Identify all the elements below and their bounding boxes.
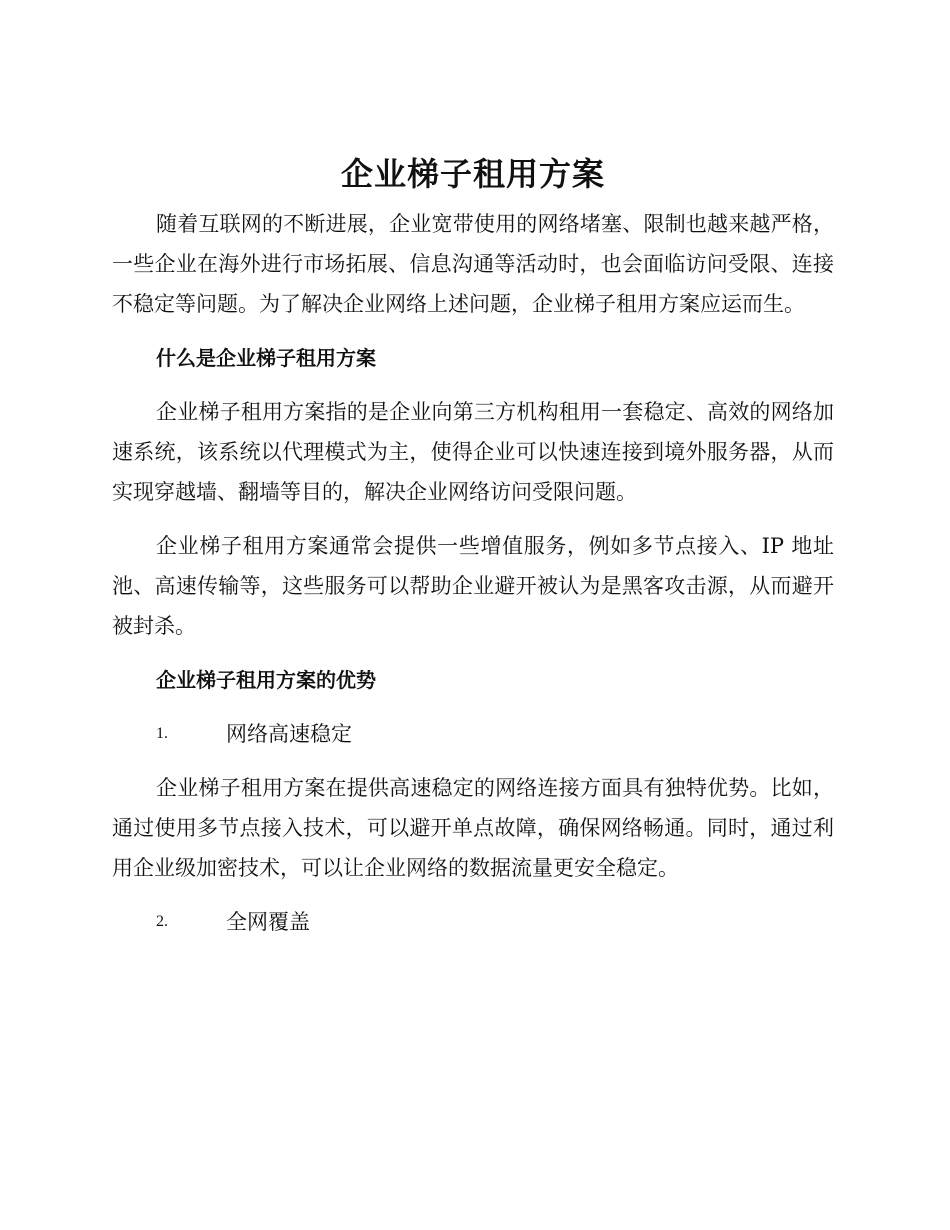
list-item-1 [112, 714, 834, 754]
list-label: 网络高速稳定 [226, 722, 352, 746]
advantage-1-paragraph: 企业梯子租用方案在提供高速稳定的网络连接方面具有独特优势。比如，通过使用多节点接入技术，可以避开单点故障，确保网络畅通。同时，通过利用企业级加密技术，可以让企业网络的数据流量更安全稳定。 [112, 776, 834, 880]
list-item-2 [112, 902, 834, 942]
definition-paragraph: 企业梯子租用方案指的是企业向第三方机构租用一套稳定、高效的网络加速系统，该系统以代理模式为主，使得企业可以快速连接到境外服务器，从而实现穿越墙、翻墙等目的，解决企业网络访问受限问题。 [112, 400, 834, 504]
intro-paragraph: 随着互联网的不断进展，企业宽带使用的网络堵塞、限制也越来越严格，一些企业在海外进行市场拓展、信息沟通等活动时，也会面临访问受限、连接不稳定等问题。为了解决企业网络上述问题，企业梯子租用方案应运而生。 [112, 212, 834, 316]
document-title: 企业梯子租用方案 [340, 155, 605, 193]
list-label: 全网覆盖 [226, 910, 310, 934]
section-heading-advantages: 企业梯子租用方案的优势 [156, 668, 376, 692]
list-number: 2. [156, 913, 168, 930]
document-body [112, 150, 834, 956]
list-number: 1. [156, 725, 168, 742]
section-heading-what-is: 什么是企业梯子租用方案 [156, 346, 376, 370]
value-added-services-paragraph: 企业梯子租用方案通常会提供一些增值服务，例如多节点接入、IP 地址池、高速传输等，这些服务可以帮助企业避开被认为是黑客攻击源，从而避开被封杀。 [112, 534, 834, 638]
